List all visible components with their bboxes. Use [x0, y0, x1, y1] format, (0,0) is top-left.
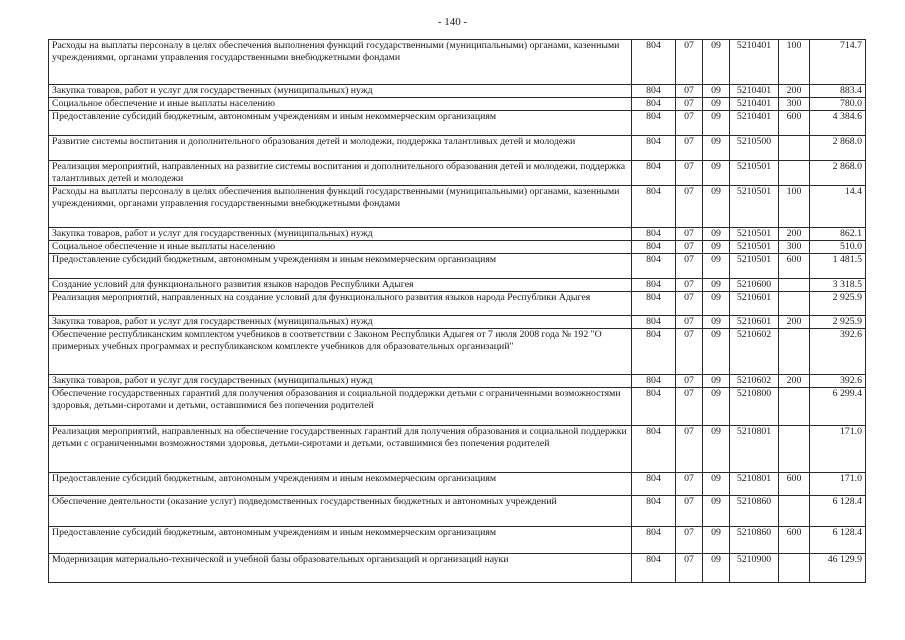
row-section-code: 07 [676, 40, 703, 85]
row-section-code: 07 [676, 527, 703, 554]
row-expense-type: 300 [779, 98, 810, 111]
table-row [49, 111, 866, 136]
row-expense-type [779, 496, 810, 527]
table-row [49, 426, 866, 473]
row-section-code: 07 [676, 279, 703, 292]
row-expense-type: 100 [779, 40, 810, 85]
row-amount: 392.6 [810, 375, 866, 388]
row-amount: 2 925.9 [810, 292, 866, 316]
row-description: Социальное обеспечение и иные выплаты населению [49, 241, 632, 254]
row-ved-code: 804 [632, 316, 676, 329]
row-section-code: 07 [676, 111, 703, 136]
row-expense-type: 200 [779, 316, 810, 329]
row-description: Предоставление субсидий бюджетным, автономным учреждениям и иным некоммерческим организациям [49, 111, 632, 136]
row-ved-code: 804 [632, 136, 676, 161]
table-row [49, 254, 866, 279]
row-ved-code: 804 [632, 85, 676, 98]
table-row [49, 316, 866, 329]
row-subsection-code: 09 [703, 426, 730, 473]
row-amount: 4 384.6 [810, 111, 866, 136]
row-amount: 510.0 [810, 241, 866, 254]
row-subsection-code: 09 [703, 40, 730, 85]
row-amount: 171.0 [810, 426, 866, 473]
row-target-article: 5210860 [730, 527, 779, 554]
row-target-article: 5210401 [730, 85, 779, 98]
row-description: Расходы на выплаты персоналу в целях обеспечения выполнения функций государственными (муниципальными) органами, казенными учреждениями, органами управления государственными внебюджетными фондами [49, 40, 632, 85]
row-target-article: 5210501 [730, 228, 779, 241]
row-target-article: 5210601 [730, 316, 779, 329]
row-target-article: 5210401 [730, 98, 779, 111]
row-expense-type: 300 [779, 241, 810, 254]
row-subsection-code: 09 [703, 527, 730, 554]
row-amount: 6 299.4 [810, 388, 866, 426]
row-subsection-code: 09 [703, 292, 730, 316]
row-expense-type [779, 388, 810, 426]
table-row [49, 85, 866, 98]
budget-table [48, 39, 866, 583]
row-ved-code: 804 [632, 241, 676, 254]
row-amount: 714.7 [810, 40, 866, 85]
row-subsection-code: 09 [703, 161, 730, 186]
table-row [49, 375, 866, 388]
row-amount: 6 128.4 [810, 496, 866, 527]
table-row [49, 241, 866, 254]
row-description: Реализация мероприятий, направленных на обеспечение государственных гарантий для получения образования и социальной поддержки детьми с ограниченными возможностями здоровья, детьми-сиротами и детьми, оставшимися без попечения родителей [49, 426, 632, 473]
row-section-code: 07 [676, 329, 703, 375]
row-section-code: 07 [676, 375, 703, 388]
row-description: Обеспечение государственных гарантий для получения образования и социальной поддержки детьми с ограниченными возможностями здоровья, детьми-сиротами и детьми, оставшимися без попечения родителей [49, 388, 632, 426]
row-expense-type [779, 329, 810, 375]
row-subsection-code: 09 [703, 316, 730, 329]
row-target-article: 5210801 [730, 426, 779, 473]
row-target-article: 5210501 [730, 254, 779, 279]
row-subsection-code: 09 [703, 111, 730, 136]
row-section-code: 07 [676, 228, 703, 241]
row-ved-code: 804 [632, 329, 676, 375]
table-row [49, 329, 866, 375]
row-description: Закупка товаров, работ и услуг для государственных (муниципальных) нужд [49, 85, 632, 98]
row-target-article: 5210602 [730, 375, 779, 388]
row-description: Модернизация материально-технической и учебной базы образовательных организаций и организаций науки [49, 554, 632, 583]
table-row [49, 496, 866, 527]
row-expense-type [779, 426, 810, 473]
row-amount: 171.0 [810, 473, 866, 496]
row-subsection-code: 09 [703, 554, 730, 583]
row-subsection-code: 09 [703, 329, 730, 375]
row-ved-code: 804 [632, 554, 676, 583]
row-description: Закупка товаров, работ и услуг для государственных (муниципальных) нужд [49, 375, 632, 388]
row-subsection-code: 09 [703, 136, 730, 161]
row-subsection-code: 09 [703, 254, 730, 279]
row-amount: 3 318.5 [810, 279, 866, 292]
row-ved-code: 804 [632, 388, 676, 426]
row-expense-type: 200 [779, 375, 810, 388]
table-row [49, 98, 866, 111]
row-description: Закупка товаров, работ и услуг для государственных (муниципальных) нужд [49, 228, 632, 241]
row-target-article: 5210501 [730, 161, 779, 186]
table-row [49, 161, 866, 186]
row-target-article: 5210501 [730, 186, 779, 228]
row-section-code: 07 [676, 98, 703, 111]
table-row [49, 388, 866, 426]
row-amount: 1 481.5 [810, 254, 866, 279]
row-expense-type [779, 279, 810, 292]
row-amount: 780.0 [810, 98, 866, 111]
row-expense-type [779, 554, 810, 583]
row-ved-code: 804 [632, 496, 676, 527]
table-row [49, 554, 866, 583]
row-description: Создание условий для функционального развития языков народов Республики Адыгея [49, 279, 632, 292]
row-expense-type: 200 [779, 85, 810, 98]
page-number: - 140 - [437, 16, 468, 28]
row-amount: 14.4 [810, 186, 866, 228]
budget-table-body [49, 40, 866, 583]
row-description: Реализация мероприятий, направленных на создание условий для функционального развития языков народа Республики Адыгея [49, 292, 632, 316]
row-section-code: 07 [676, 136, 703, 161]
table-row [49, 186, 866, 228]
row-section-code: 07 [676, 316, 703, 329]
row-ved-code: 804 [632, 161, 676, 186]
row-description: Реализация мероприятий, направленных на развитие системы воспитания и дополнительного образования детей и молодежи, поддержка талантливых детей и молодежи [49, 161, 632, 186]
row-expense-type [779, 136, 810, 161]
row-description: Развитие системы воспитания и дополнительного образования детей и молодежи, поддержка талантливых детей и молодежи [49, 136, 632, 161]
row-amount: 2 868.0 [810, 136, 866, 161]
row-section-code: 07 [676, 473, 703, 496]
row-subsection-code: 09 [703, 279, 730, 292]
row-target-article: 5210601 [730, 292, 779, 316]
row-description: Социальное обеспечение и иные выплаты населению [49, 98, 632, 111]
row-expense-type: 600 [779, 527, 810, 554]
row-subsection-code: 09 [703, 496, 730, 527]
row-section-code: 07 [676, 496, 703, 527]
row-section-code: 07 [676, 292, 703, 316]
row-subsection-code: 09 [703, 228, 730, 241]
row-subsection-code: 09 [703, 241, 730, 254]
row-subsection-code: 09 [703, 98, 730, 111]
row-description: Закупка товаров, работ и услуг для государственных (муниципальных) нужд [49, 316, 632, 329]
row-ved-code: 804 [632, 292, 676, 316]
row-section-code: 07 [676, 161, 703, 186]
row-subsection-code: 09 [703, 186, 730, 228]
row-ved-code: 804 [632, 40, 676, 85]
row-amount: 862.1 [810, 228, 866, 241]
row-subsection-code: 09 [703, 473, 730, 496]
table-row [49, 279, 866, 292]
row-ved-code: 804 [632, 111, 676, 136]
row-section-code: 07 [676, 85, 703, 98]
row-target-article: 5210900 [730, 554, 779, 583]
row-ved-code: 804 [632, 527, 676, 554]
table-row [49, 292, 866, 316]
row-description: Предоставление субсидий бюджетным, автономным учреждениям и иным некоммерческим организациям [49, 527, 632, 554]
row-section-code: 07 [676, 241, 703, 254]
row-expense-type: 200 [779, 228, 810, 241]
row-amount: 883.4 [810, 85, 866, 98]
row-section-code: 07 [676, 554, 703, 583]
row-amount: 2 868.0 [810, 161, 866, 186]
row-expense-type: 600 [779, 254, 810, 279]
row-amount: 6 128.4 [810, 527, 866, 554]
row-target-article: 5210800 [730, 388, 779, 426]
table-row [49, 473, 866, 496]
row-expense-type [779, 161, 810, 186]
row-amount: 46 129.9 [810, 554, 866, 583]
row-target-article: 5210501 [730, 241, 779, 254]
row-section-code: 07 [676, 388, 703, 426]
row-description: Обеспечение деятельности (оказание услуг) подведомственных государственных бюджетных и автономных учреждений [49, 496, 632, 527]
row-expense-type: 600 [779, 473, 810, 496]
row-subsection-code: 09 [703, 85, 730, 98]
row-ved-code: 804 [632, 426, 676, 473]
row-target-article: 5210801 [730, 473, 779, 496]
row-description: Предоставление субсидий бюджетным, автономным учреждениям и иным некоммерческим организациям [49, 254, 632, 279]
row-subsection-code: 09 [703, 388, 730, 426]
row-description: Расходы на выплаты персоналу в целях обеспечения выполнения функций государственными (муниципальными) органами, казенными учреждениями, органами управления государственными внебюджетными фондами [49, 186, 632, 228]
row-target-article: 5210602 [730, 329, 779, 375]
row-section-code: 07 [676, 186, 703, 228]
table-row [49, 40, 866, 85]
row-ved-code: 804 [632, 375, 676, 388]
table-row [49, 527, 866, 554]
row-expense-type: 100 [779, 186, 810, 228]
row-description: Обеспечение республиканским комплектом учебников в соответствии с Законом Республики Адыгея от 7 июля 2008 года № 192 "О примерных учебных программах и республиканском комплекте учебников для образовательных организаций" [49, 329, 632, 375]
row-target-article: 5210500 [730, 136, 779, 161]
row-ved-code: 804 [632, 473, 676, 496]
row-ved-code: 804 [632, 98, 676, 111]
row-expense-type: 600 [779, 111, 810, 136]
row-subsection-code: 09 [703, 375, 730, 388]
row-target-article: 5210600 [730, 279, 779, 292]
row-ved-code: 804 [632, 228, 676, 241]
row-ved-code: 804 [632, 254, 676, 279]
row-target-article: 5210401 [730, 111, 779, 136]
row-ved-code: 804 [632, 279, 676, 292]
table-row [49, 136, 866, 161]
row-target-article: 5210860 [730, 496, 779, 527]
row-ved-code: 804 [632, 186, 676, 228]
row-section-code: 07 [676, 426, 703, 473]
row-amount: 2 925.9 [810, 316, 866, 329]
row-description: Предоставление субсидий бюджетным, автономным учреждениям и иным некоммерческим организациям [49, 473, 632, 496]
row-expense-type [779, 292, 810, 316]
row-section-code: 07 [676, 254, 703, 279]
row-target-article: 5210401 [730, 40, 779, 85]
table-row [49, 228, 866, 241]
row-amount: 392.6 [810, 329, 866, 375]
